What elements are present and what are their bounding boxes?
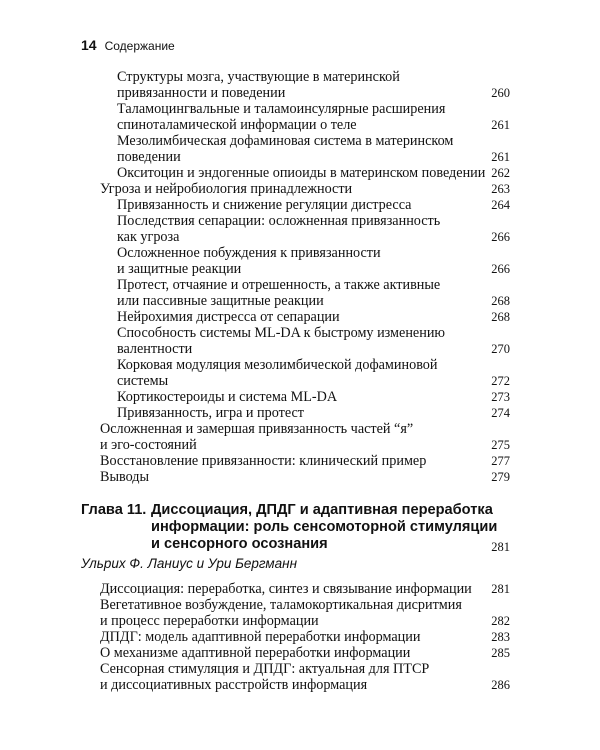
toc-entry — [0, 629, 600, 645]
chapter-title-line: информации: роль сенсомоторной стимуляции — [151, 519, 498, 535]
toc-entry — [0, 469, 600, 485]
toc-entry-text: системы — [117, 373, 169, 389]
toc-page-number: 275 — [491, 438, 510, 452]
running-title: Содержание — [104, 39, 175, 53]
page-number: 14 — [81, 37, 97, 53]
toc-entry — [0, 453, 600, 469]
toc-entry-text: Осложненное побуждения к привязанности — [117, 245, 381, 261]
toc-entry-text: поведении — [117, 149, 181, 165]
toc-entry-text: Таламоцингвальные и таламоинсулярные расширения — [117, 101, 446, 117]
toc-entry-text: Диссоциация: переработка, синтез и связывание информации — [100, 581, 472, 597]
chapter-title-line: и сенсорного осознания — [151, 536, 328, 552]
toc-entry-text: Вегетативное возбуждение, таламокортикальная дисритмия — [100, 597, 462, 613]
toc-page-number: 274 — [491, 406, 510, 420]
toc-entry-text: и процесс переработки информации — [100, 613, 319, 629]
toc-entry — [0, 277, 600, 309]
toc-entry-text: Выводы — [100, 469, 150, 485]
toc-entry-text: ДПДГ: модель адаптивной переработки информации — [100, 629, 421, 645]
toc-entry-text: Способность системы ML-DA к быстрому изменению — [117, 325, 446, 341]
toc-page-number: 262 — [491, 166, 510, 180]
toc-page-number: 282 — [491, 614, 510, 628]
toc-entry — [0, 581, 600, 597]
toc-entry-text: привязанности и поведении — [117, 85, 286, 101]
toc-entry-text: валентности — [117, 341, 193, 357]
toc-entry — [0, 421, 600, 453]
toc-page-number: 268 — [491, 294, 510, 308]
toc-entry-text: Сенсорная стимуляция и ДПДГ: актуальная для ПТСР — [100, 661, 430, 677]
toc-entry-text: и диссоциативных расстройств информация — [100, 677, 368, 693]
toc-entry — [0, 405, 600, 421]
toc-entry-text: Привязанность и снижение регуляции дистресса — [117, 197, 412, 213]
toc-entry-text: Осложненная и замершая привязанность частей “я” — [100, 421, 414, 437]
toc-entry — [0, 389, 600, 405]
toc-entry-text: и эго-состояний — [100, 437, 197, 453]
toc-entry-text: спиноталамической информации о теле — [117, 117, 357, 133]
toc-entry-text: Мезолимбическая дофаминовая система в материнском — [117, 133, 454, 149]
toc-page-number: 263 — [491, 182, 510, 196]
toc-page-number: 285 — [491, 646, 510, 660]
toc-entry — [0, 197, 600, 213]
toc-entry — [0, 165, 600, 181]
toc-page-number: 286 — [491, 678, 510, 692]
toc-page-number: 272 — [491, 374, 510, 388]
toc-entry — [0, 597, 600, 629]
toc-entry — [0, 325, 600, 357]
toc-page-number: 270 — [491, 342, 510, 356]
toc-entry-text: Структуры мозга, участвующие в материнской — [117, 69, 400, 85]
toc-entry — [0, 309, 600, 325]
toc-entry-text: О механизме адаптивной переработки информации — [100, 645, 411, 661]
chapter-label: Глава 11. — [81, 502, 147, 518]
toc-page-number: 281 — [491, 582, 510, 596]
toc-entry — [0, 357, 600, 389]
toc-entry-text: Привязанность, игра и протест — [117, 405, 304, 421]
toc-page-number: 273 — [491, 390, 510, 404]
toc-entry-text: или пассивные защитные реакции — [117, 293, 324, 309]
toc-page-number: 277 — [491, 454, 510, 468]
toc-entry — [0, 133, 600, 165]
toc-page-number: 279 — [491, 470, 510, 484]
toc-entry-text: Последствия сепарации: осложненная привязанность — [117, 213, 441, 229]
toc-page-number: 260 — [491, 86, 510, 100]
toc-entry-text: Кортикостероиды и система ML-DA — [117, 389, 338, 405]
chapter-heading — [81, 502, 521, 553]
toc-entry-text: Восстановление привязанности: клинический пример — [100, 453, 427, 469]
toc-entry-text: Протест, отчаяние и отрешенность, а также активные — [117, 277, 441, 293]
toc-entry — [0, 245, 600, 277]
toc-entry-text: как угроза — [117, 229, 180, 245]
chapter-page-number: 281 — [491, 540, 510, 554]
toc-entry-text: Корковая модуляция мезолимбической дофаминовой — [117, 357, 438, 373]
toc-page-number: 268 — [491, 310, 510, 324]
toc-entry — [0, 661, 600, 693]
toc-page-number: 261 — [491, 118, 510, 132]
toc-entry-text: Окситоцин и эндогенные опиоиды в материнском поведении — [117, 165, 486, 181]
toc-page-number: 266 — [491, 230, 510, 244]
toc-entry — [0, 645, 600, 661]
toc-page-number: 264 — [491, 198, 510, 212]
toc-entry-text: Угроза и нейробиология принадлежности — [100, 181, 353, 197]
toc-page-number: 266 — [491, 262, 510, 276]
toc-entry — [0, 69, 600, 101]
chapter-authors: Ульрих Ф. Ланиус и Ури Бергманн — [81, 556, 298, 571]
toc-page-number: 261 — [491, 150, 510, 164]
toc-entry — [0, 101, 600, 133]
toc-entry — [0, 213, 600, 245]
toc-entry — [0, 181, 600, 197]
toc-entry-text: и защитные реакции — [117, 261, 242, 277]
toc-page-number: 283 — [491, 630, 510, 644]
chapter-title-line: Диссоциация, ДПДГ и адаптивная переработка — [151, 502, 493, 518]
toc-entry-text: Нейрохимия дистресса от сепарации — [117, 309, 340, 325]
